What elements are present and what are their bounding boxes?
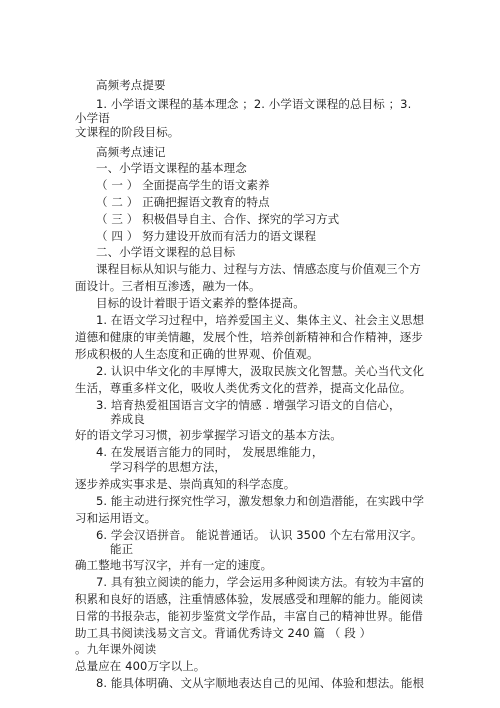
goal-item-line: 日常的书报杂志，能初步鉴赏文学作品，丰富自己的精神世界。能借 xyxy=(75,609,423,623)
goal-item-line: 生活，尊重多样文化，吸收人类优秀文化的营养，提高文化品位。 xyxy=(75,381,412,395)
summary-line: 小学语 xyxy=(75,111,110,125)
paragraph-line: 课程目标从知识与能力、过程与方法、情感态度与价值观三个方 xyxy=(96,262,421,276)
goal-item-line: 5. 能主动进行探究性学习，激发想象力和创造潜能，在实践中学 xyxy=(96,494,425,508)
section-heading: 一、小学语文课程的基本理念 xyxy=(96,161,247,175)
goal-item-line: 助工具书阅读浅易文言文。背诵优秀诗文 240 篇 （ 段 ） xyxy=(75,626,372,640)
list-item: （ 一 ） 全面提高学生的语文素养 xyxy=(96,178,270,192)
summary-heading: 高频考点提要 xyxy=(96,78,166,92)
list-item: （ 四 ） 努力建设开放而有活力的语文课程 xyxy=(96,229,317,243)
goal-item-line: 总量应在 400万字以上。 xyxy=(75,659,206,673)
goal-item-line: 1. 在语文学习过程中，培养爱国主义、集体主义、社会主义思想 xyxy=(96,313,425,327)
list-item: （ 三 ） 积极倡导自主、合作、探究的学习方式 xyxy=(96,212,340,226)
goal-item-line: 能正 xyxy=(110,542,134,556)
goal-item-line: 7. 具有独立阅读的能力，学会运用多种阅读方法。有较为丰富的 xyxy=(96,575,425,589)
paragraph-line: 面设计。三者相互渗透，融为一体。 xyxy=(75,279,261,293)
summary-line: 1. 小学语文课程的基本理念 ；2. 小学语文课程的总目标 ；3. xyxy=(96,97,412,111)
goal-item-line: 3. 培育热爱祖国语言文字的情感 . 增强学习语文的自信心， xyxy=(96,398,401,412)
goal-item-line: 形成积极的人生态度和正确的世界观、价值观。 xyxy=(75,347,319,361)
goal-item-line: 逐步养成实事求是、崇尚真知的科学态度。 xyxy=(75,477,296,491)
goal-item-line: 好的语文学习习惯，初步掌握学习语文的基本方法。 xyxy=(75,428,342,442)
goal-item-line: 2. 认识中华文化的丰厚博大，汲取民族文化智慧。关心当代文化 xyxy=(96,364,425,378)
goal-item-line: 6. 学会汉语拼音。 能说普通话。 认识 3500 个左右常用汉字。 xyxy=(96,528,423,542)
goal-item-line: 4. 在发展语言能力的同时， 发展思维能力， xyxy=(96,445,324,459)
summary-line: 文课程的阶段目标。 xyxy=(75,125,180,139)
goal-item-line: 8. 能具体明确、文从字顺地表达自己的见闻、体验和想法。能根 xyxy=(96,676,425,690)
goal-item-line: 道德和健康的审美情趣，发展个性，培养创新精神和合作精神，逐步 xyxy=(75,330,423,344)
notes-heading: 高频考点速记 xyxy=(96,145,166,159)
goal-item-line: 积累和良好的语感，注重情感体验，发展感受和理解的能力。能阅读 xyxy=(75,592,423,606)
goal-item-line: 。九年课外阅读 xyxy=(75,642,157,656)
goal-item-line: 确工整地书写汉字，并有一定的速度。 xyxy=(75,558,273,572)
goal-item-line: 学习科学的思想方法， xyxy=(110,460,226,474)
goal-item-line: 习和运用语文。 xyxy=(75,511,157,525)
goal-item-line: 养成良 xyxy=(110,412,145,426)
paragraph-line: 目标的设计着眼于语文素养的整体提高。 xyxy=(96,296,305,310)
section-heading: 二、小学语文课程的总目标 xyxy=(96,245,236,259)
list-item: （ 二 ） 正确把握语文教育的特点 xyxy=(96,195,270,209)
